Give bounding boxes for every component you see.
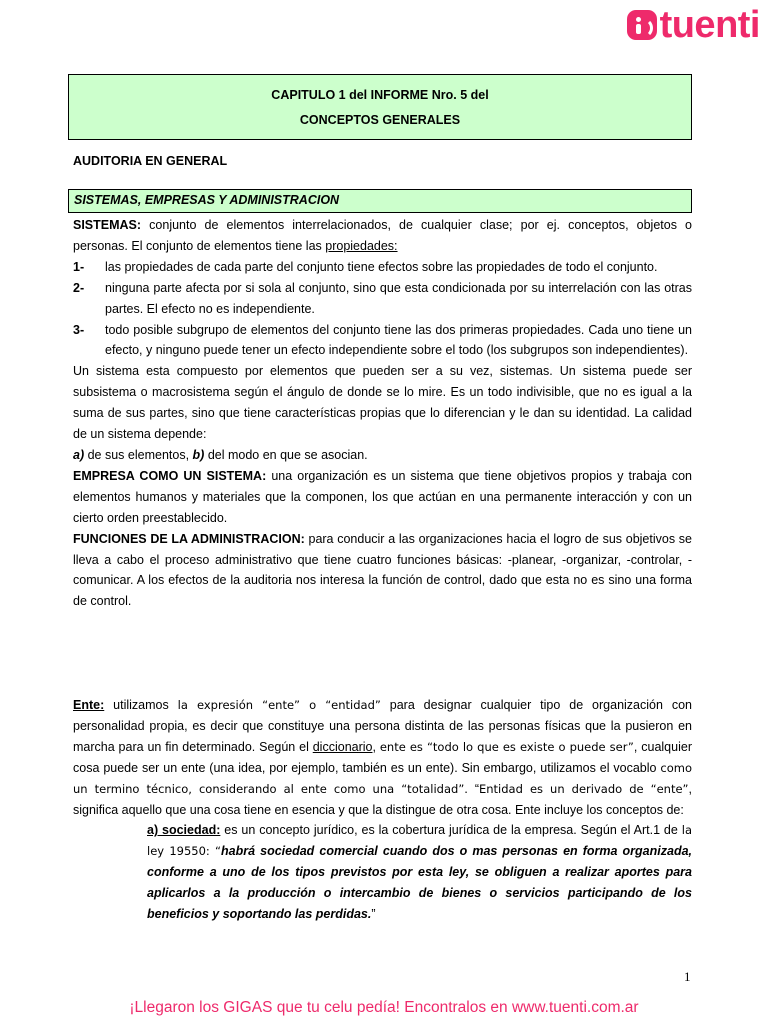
tuenti-logo-icon [627, 10, 657, 40]
sociedad-paragraph: a) sociedad: es un concepto jurídico, es la cobertura jurídica de la empresa. Según el Art.1 de la ley 19550: “habrá sociedad comercial cuando dos o mas personas en forma organizada, conforme a uno de los tipos previstos por esta ley, se obliguen a realizar aportes para aplicarlos a la producción o intercambio de bienes o servicios participando de los beneficios y soportando las perdidas.” [147, 823, 693, 922]
sistema-paragraph: Un sistema esta compuesto por elementos que pueden ser a su vez, sistemas. Un sistema puede ser subsistema o macrosistema según el ángulo de donde se lo mire. Es un todo indivisible, que no es igual a la suma de sus partes, sino que tiene características propias que lo diferencian y le dan su identidad. La calidad de un sistema depende: [73, 364, 692, 442]
list-item: 1- las propiedades de cada parte del conjunto tiene efectos sobre las propiedades de todo el conjunto. [73, 259, 658, 274]
footer-ad-link[interactable]: ¡Llegaron los GIGAS que tu celu pedía! Encontralos en www.tuenti.com.ar [129, 999, 639, 1016]
sistemas-paragraph: SISTEMAS: conjunto de elementos interrelacionados, de cualquier clase; por ej. conceptos, objetos o personas. El conjunto de elementos tiene las propiedades: [73, 218, 692, 253]
page-number: 1 [684, 969, 691, 984]
list-item: 3- todo posible subgrupo de elementos del conjunto tiene las dos primeras propiedades. Cada uno tiene un efecto, y ninguno puede tener un efecto independiente sobre el todo (los subgrupos son independientes). [73, 322, 692, 358]
section-heading: AUDITORIA EN GENERAL [73, 154, 228, 168]
ente-paragraph: Ente: utilizamos la expresión “ente” o “entidad” para designar cualquier tipo de organización con personalidad propia, es decir que constituye una persona distinta de las personas físicas que la pusieron en marcha para un fin determinado. Según el diccionario, ente es “todo lo que es existe o puede ser”, cualquier cosa puede ser un ente (una idea, por ejemplo, también es un ente). Sin embargo, utilizamos el vocablo como un termino técnico, considerando al ente como una “totalidad”. “Entidad es un derivado de “ente”, significa aquello que una cosa tiene en esencia y que la distingue de otra cosa. Ente incluye los conceptos de: [73, 698, 692, 817]
calidad-line: a) de sus elementos, b) del modo en que se asocian. [73, 447, 368, 462]
subsection-title-box: SISTEMAS, EMPRESAS Y ADMINISTRACION [68, 189, 692, 213]
ente-section [73, 695, 692, 925]
chapter-title-line2: CONCEPTOS GENERALES [299, 113, 461, 127]
logo-text: tuenti [659, 4, 760, 46]
funciones-paragraph: FUNCIONES DE LA ADMINISTRACION: para conducir a las organizaciones hacia el logro de sus objetivos se lleva a cabo el proceso administrativo que tiene cuatro funciones básicas: -planear, -organizar, -controlar, -comunicar. A los efectos de la auditoria nos interesa la función de control, dado que esta no es sino una forma de control. [73, 531, 692, 609]
empresa-paragraph: EMPRESA COMO UN SISTEMA: una organización es un sistema que tiene objetivos propios y trabaja con elementos humanos y materiales que la componen, los que actúan en una permanente interacción y con un cierto orden preestablecido. [73, 468, 692, 525]
chapter-title-box [68, 74, 692, 140]
document-body [73, 215, 692, 612]
chapter-title-line1: CAPITULO 1 del INFORME Nro. 5 del [271, 88, 489, 102]
tuenti-logo[interactable] [627, 6, 760, 44]
list-item: 2- ninguna parte afecta por si sola al conjunto, sino que esta condicionada por su interrelación con las otras partes. El efecto no es independiente. [73, 280, 692, 316]
